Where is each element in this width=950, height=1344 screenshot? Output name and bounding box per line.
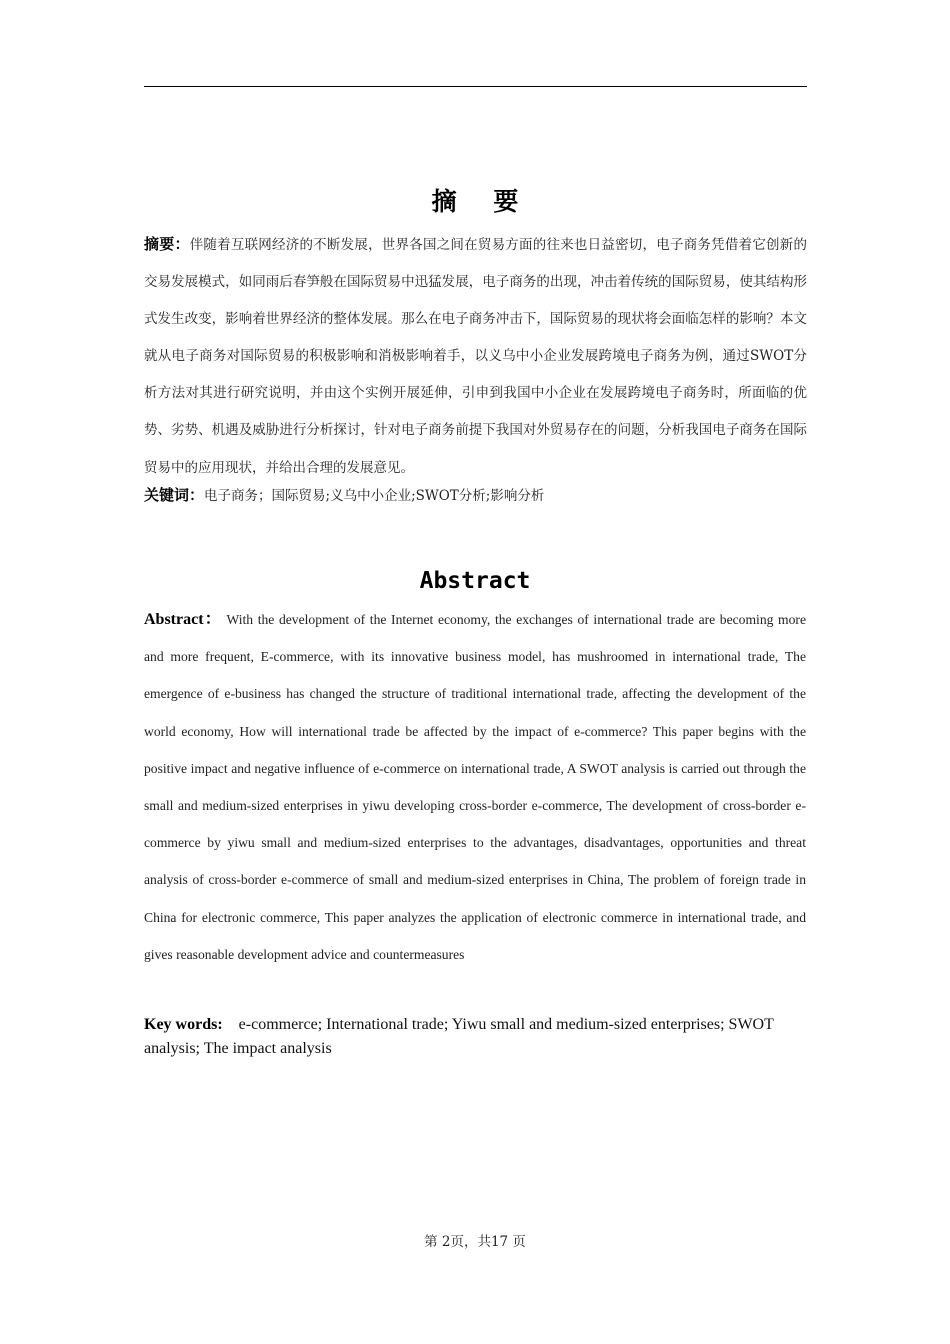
chinese-abstract-text: 伴随着互联网经济的不断发展，世界各国之间在贸易方面的往来也日益密切，电子商务凭借着它创新的交易发展模式，如同雨后春笋般在国际贸易中迅猛发展，电子商务的出现，冲击着传统的国际贸易，使其结构形式发生改变，影响着世界经济的整体发展。那么在电子商务冲击下，国际贸易的现状将会面临怎样的影响？本文就从电子商务对国际贸易的积极影响和消极影响着手，以义乌中小企业发展跨境电子商务为例，通过SWOT分析方法对其进行研究说明，并由这个实例开展延伸，引申到我国中小企业在发展跨境电子商务时，所面临的优势、劣势、机遇及威胁进行分析探讨，针对电子商务前提下我国对外贸易存在的问题，分析我国电子商务在国际贸易中的应用现状，并给出合理的发展意见。 (144, 237, 807, 476)
chinese-abstract-title: 摘 要 (431, 187, 533, 216)
english-abstract-text: With the development of the Internet economy, the exchanges of international trade are becoming more and more frequent, E-commerce, with its innovative business model, has mushroomed in international trade, The emergence of e-business has changed the structure of traditional international trade, affecting the development of the world economy, How will international trade be affected by the impact of e-commerce? This paper begins with the positive impact and negative influence of e-commerce on international trade, A SWOT analysis is carried out through the small and medium-sized enterprises in yiwu developing cross-border e-commerce, The development of cross-border e-commerce by yiwu small and medium-sized enterprises to the advantages, disadvantages, opportunities and threat analysis of cross-border e-commerce of small and medium-sized enterprises in China, The problem of foreign trade in China for electronic commerce, This paper analyzes the application of electronic commerce in international trade, and gives reasonable development advice and countermeasures (144, 612, 806, 962)
english-abstract-paragraph (144, 601, 806, 973)
chinese-abstract-label: 摘要： (144, 235, 190, 253)
page-number-footer: 第 2页，共17 页 (424, 1234, 526, 1250)
english-keywords-text: e-commerce; International trade; Yiwu small and medium-sized enterprises; SWOT analysis; The impact analysis (144, 1016, 774, 1057)
english-abstract-label: Abstract： (144, 611, 223, 628)
chinese-keywords-line (144, 484, 807, 507)
chinese-abstract-paragraph (144, 226, 807, 487)
chinese-keywords-label: 关键词： (144, 486, 205, 504)
english-keywords-line (144, 1013, 806, 1061)
chinese-keywords-text: 电子商务；国际贸易;义乌中小企业;SWOT分析;影响分析 (204, 488, 545, 504)
header-rule (144, 86, 807, 87)
english-abstract-title: Abstract (419, 568, 531, 594)
english-keywords-label: Key words: (144, 1016, 223, 1033)
